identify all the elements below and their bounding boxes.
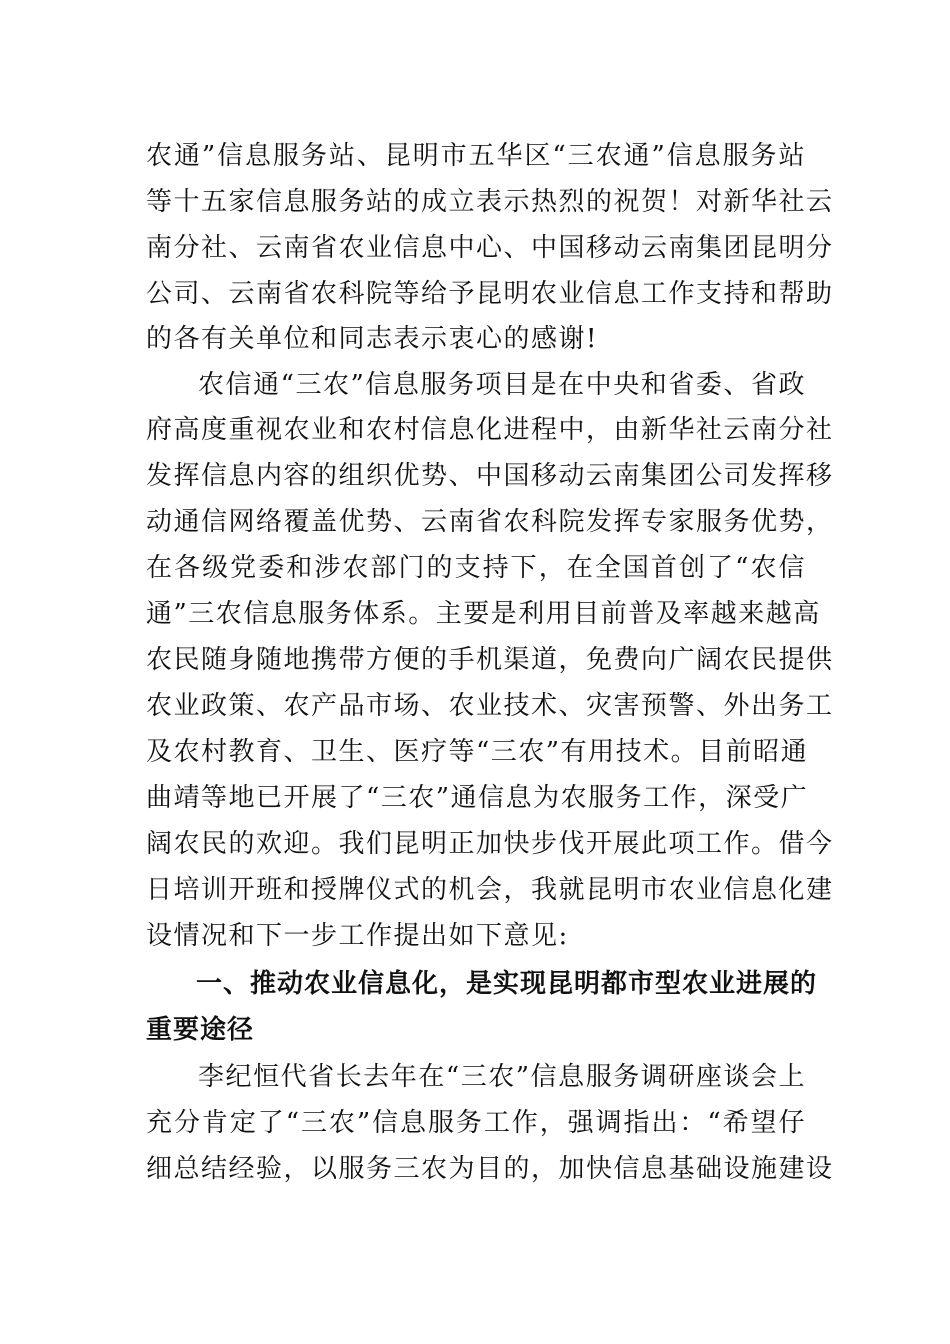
text-line: 南分社、云南省农业信息中心、中国移动云南集团昆明分 — [146, 233, 834, 263]
text-line: 曲靖等地已开展了“三农”通信息为农服务工作，深受广 — [146, 783, 809, 813]
text-line: 农民随身随地携带方便的手机渠道，免费向广阔农民提供 — [146, 645, 834, 675]
text-line: 动通信网络覆盖优势、云南省农科院发挥专家服务优势， — [146, 507, 834, 537]
text-line: 发挥信息内容的组织优势、中国移动云南集团公司发挥移 — [146, 461, 834, 491]
text-line: 通”三农信息服务体系。主要是利用目前普及率越来越高 — [146, 599, 821, 629]
text-line: 充分肯定了“三农”信息服务工作，强调指出：“希望仔 — [146, 1108, 806, 1138]
text-line: 及农村教育、卫生、医疗等“三农”有用技术。目前昭通 — [146, 737, 809, 767]
text-line: 阔农民的欢迎。我们昆明正加快步伐开展此项工作。借今 — [146, 829, 834, 859]
text-line: 等十五家信息服务站的成立表示热烈的祝贺！对新华社云 — [146, 187, 834, 217]
text-line: 设情况和下一步工作提出如下意见: — [146, 921, 569, 951]
text-line: 的各有关单位和同志表示衷心的感谢! — [146, 324, 598, 354]
paragraph-first-line: 李纪恒代省长去年在“三农”信息服务调研座谈会上 — [198, 1062, 806, 1092]
section-heading: 一、推动农业信息化，是实现昆明都市型农业进展的 — [196, 969, 818, 999]
text-line: 日培训开班和授牌仪式的机会，我就昆明市农业信息化建 — [146, 875, 834, 905]
text-line: 农通”信息服务站、昆明市五华区“三农通”信息服务站 — [146, 141, 806, 171]
text-line: 农业政策、农产品市场、农业技术、灾害预警、外出务工 — [146, 691, 834, 721]
text-line: 细总结经验，以服务三农为目的，加快信息基础设施建设 — [146, 1154, 834, 1184]
text-line: 府高度重视农业和农村信息化进程中，由新华社云南分社 — [146, 415, 834, 445]
text-line: 公司、云南省农科院等给予昆明农业信息工作支持和帮助 — [146, 279, 834, 309]
text-line: 在各级党委和涉农部门的支持下，在全国首创了“农信 — [146, 553, 806, 583]
paragraph-first-line: 农信通“三农”信息服务项目是在中央和省委、省政 — [198, 370, 806, 400]
section-heading-continued: 重要途径 — [146, 1015, 255, 1045]
